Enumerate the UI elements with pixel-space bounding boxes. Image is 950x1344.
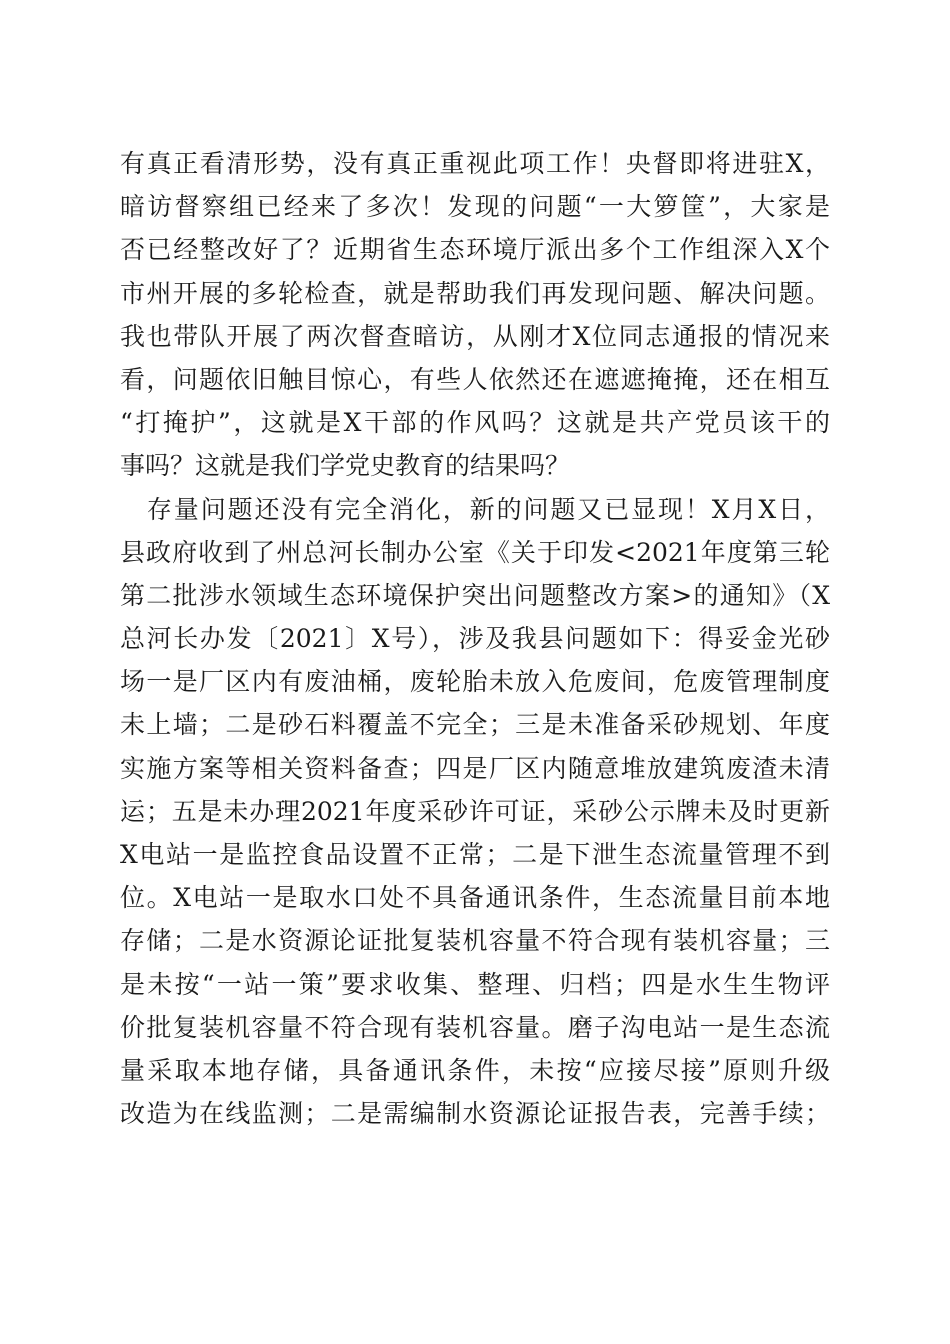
text-line: 位。X电站一是取水口处不具备通讯条件，生态流量目前本地 (120, 883, 830, 913)
text-line: 改造为在线监测；二是需编制水资源论证报告表，完善手续； (120, 1099, 830, 1129)
text-line: 实施方案等相关资料备查；四是厂区内随意堆放建筑废渣未清 (120, 753, 830, 783)
text-line: 第二批涉水领域生态环境保护突出问题整改方案>的通知》（X (120, 580, 830, 610)
text-line: 存量问题还没有完全消化，新的问题又已显现！X月X日， (120, 494, 830, 524)
text-line: 存储；二是水资源论证批复装机容量不符合现有装机容量；三 (120, 926, 830, 956)
text-line: 总河长办发〔2021〕X号），涉及我县问题如下：得妥金光砂 (120, 624, 830, 654)
text-line: 有真正看清形势，没有真正重视此项工作！央督即将进驻X， (120, 149, 830, 178)
text-line: 未上墙；二是砂石料覆盖不完全；三是未准备采砂规划、年度 (120, 710, 830, 740)
text-line: X电站一是监控食品设置不正常；二是下泄生态流量管理不到 (120, 840, 830, 869)
body-text (120, 142, 830, 1135)
text-line: 我也带队开展了两次督查暗访，从刚才X位同志通报的情况来 (120, 321, 830, 351)
text-line: “打掩护”，这就是X干部的作风吗？这就是共产党员该干的 (120, 408, 830, 438)
text-line: 市州开展的多轮检查，就是帮助我们再发现问题、解决问题。 (120, 278, 830, 308)
text-line: 事吗？这就是我们学党史教育的结果吗？ (120, 451, 571, 481)
text-line: 县政府收到了州总河长制办公室《关于印发<2021年度第三轮 (120, 537, 830, 567)
text-line: 价批复装机容量不符合现有装机容量。磨子沟电站一是生态流 (120, 1012, 830, 1042)
text-line: 暗访督察组已经来了多次！发现的问题“一大箩筐”，大家是 (120, 192, 830, 222)
text-line: 运；五是未办理2021年度采砂许可证，采砂公示牌未及时更新 (120, 796, 830, 826)
text-line: 量采取本地存储，具备通讯条件，未按“应接尽接”原则升级 (120, 1055, 830, 1085)
text-line: 看，问题依旧触目惊心，有些人依然还在遮遮掩掩，还在相互 (120, 364, 830, 394)
text-line: 场一是厂区内有废油桶，废轮胎未放入危废间，危废管理制度 (120, 667, 830, 697)
text-line: 是未按“一站一策”要求收集、整理、归档；四是水生生物评 (120, 969, 830, 999)
text-line: 否已经整改好了？近期省生态环境厅派出多个工作组深入X个 (120, 235, 830, 265)
